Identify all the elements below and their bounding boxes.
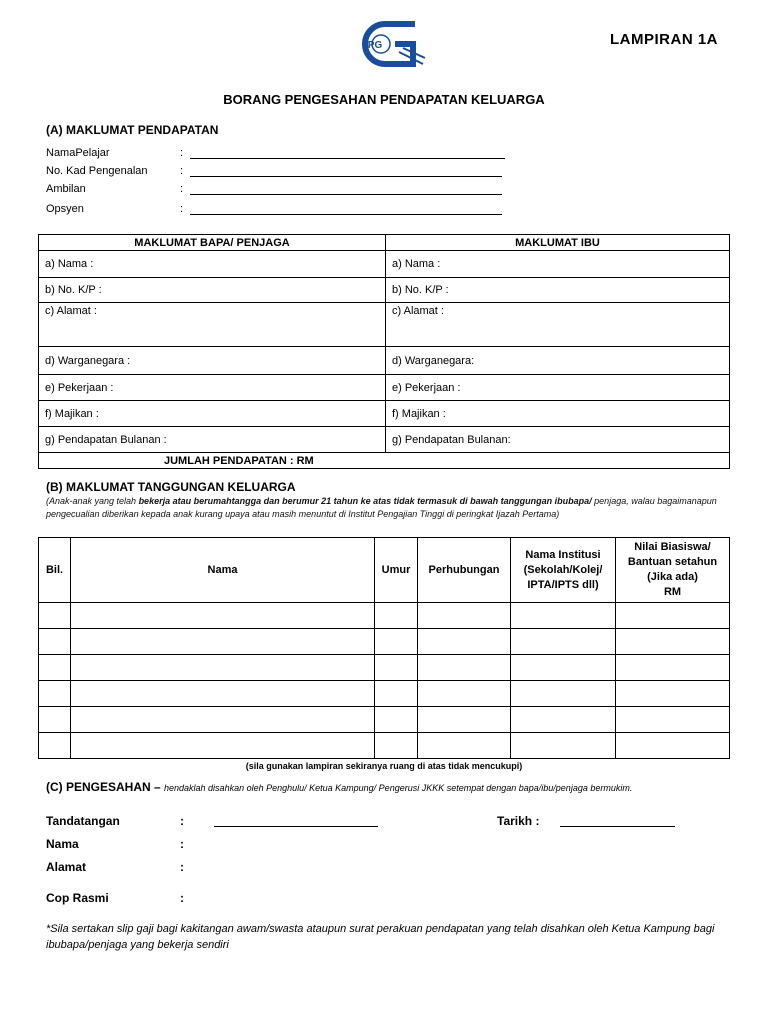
section-c-heading <box>46 780 632 794</box>
lampiran-label: LAMPIRAN 1A <box>610 31 719 48</box>
father-warganegara-cell[interactable]: d) Warganegara : <box>39 347 386 375</box>
field-nama-pelajar-label: NamaPelajar <box>46 147 110 159</box>
mother-alamat-cell[interactable]: c) Alamat : <box>386 303 730 347</box>
field-opsyen-label: Opsyen <box>46 203 84 215</box>
col-biasiswa-line1: Nilai Biasiswa/ <box>634 541 711 553</box>
note-part2: penjaga, walau bagaimanapun pengecualian diberikan kepada anak kurang upaya atau masih menuntut di Institut Pengajian Tinggi di peringkat Ijazah Pertama) <box>46 496 717 519</box>
section-c-title: (C) PENGESAHAN – <box>46 780 165 794</box>
col-biasiswa-line4: RM <box>663 586 682 598</box>
tarikh-label: Tarikh : <box>497 814 540 828</box>
father-alamat-cell[interactable]: c) Alamat : <box>39 303 386 347</box>
father-header: MAKLUMAT BAPA/ PENJAGA <box>39 235 386 251</box>
col-institusi <box>511 538 616 603</box>
col-biasiswa <box>616 538 730 603</box>
father-kp-cell[interactable]: b) No. K/P : <box>39 278 386 303</box>
note-open: ( <box>46 496 49 506</box>
col-institusi-line3: IPTA/IPTS dll) <box>527 578 599 591</box>
footer-note: *Sila sertakan slip gaji bagi kakitangan awam/swasta ataupun surat perakuan pendapatan yang telah disahkan oleh Ketua Kampung bagi ibubapa/penjaga yang bekerja sendiri <box>46 923 715 951</box>
dependants-table <box>38 537 730 759</box>
field-ambilan-colon: : <box>180 183 184 195</box>
field-opsyen-line[interactable] <box>190 214 502 215</box>
father-majikan-cell[interactable]: f) Majikan : <box>39 401 386 427</box>
alamat-label: Alamat <box>46 860 87 874</box>
field-opsyen-colon: : <box>180 203 184 215</box>
table-row[interactable] <box>39 655 730 681</box>
section-b-heading: (B) MAKLUMAT TANGGUNGAN KELUARGA <box>46 480 296 494</box>
field-ic-label: No. Kad Pengenalan <box>46 165 148 177</box>
logo-text: IPG <box>365 40 383 51</box>
field-ic-colon: : <box>180 165 184 177</box>
table-row[interactable] <box>39 707 730 733</box>
father-pendapatan-cell[interactable]: g) Pendapatan Bulanan : <box>39 427 386 453</box>
cop-rasmi-colon: : <box>180 891 184 905</box>
tarikh-line[interactable] <box>560 826 675 827</box>
father-pekerjaan-cell[interactable]: e) Pekerjaan : <box>39 375 386 401</box>
tandatangan-colon: : <box>180 814 184 828</box>
alamat-colon: : <box>180 860 184 874</box>
mother-header: MAKLUMAT IBU <box>386 235 730 251</box>
col-bil: Bil. <box>39 538 71 603</box>
ipg-logo <box>355 18 427 68</box>
col-institusi-line1: Nama Institusi <box>525 548 601 561</box>
father-nama-cell[interactable]: a) Nama : <box>39 251 386 278</box>
table-row[interactable] <box>39 603 730 629</box>
col-biasiswa-line3: (Jika ada) <box>647 571 698 583</box>
mother-nama-cell[interactable]: a) Nama : <box>386 251 730 278</box>
mother-pendapatan-cell[interactable]: g) Pendapatan Bulanan: <box>386 427 730 453</box>
jumlah-pendapatan-cell[interactable]: JUMLAH PENDAPATAN : RM <box>39 453 730 469</box>
section-b-note <box>46 495 736 521</box>
col-umur: Umur <box>375 538 418 603</box>
tandatangan-line[interactable] <box>214 826 378 827</box>
col-perhubungan: Perhubungan <box>418 538 511 603</box>
mother-majikan-cell[interactable]: f) Majikan : <box>386 401 730 427</box>
parents-table <box>38 234 730 469</box>
nama-label: Nama <box>46 837 79 851</box>
field-ambilan-label: Ambilan <box>46 183 86 195</box>
field-nama-pelajar-colon: : <box>180 147 184 159</box>
col-biasiswa-line2: Bantuan setahun <box>627 556 718 568</box>
field-ambilan-line[interactable] <box>190 194 502 195</box>
col-nama: Nama <box>71 538 375 603</box>
mother-kp-cell[interactable]: b) No. K/P : <box>386 278 730 303</box>
cop-rasmi-label: Cop Rasmi <box>46 891 109 905</box>
section-c-note: hendaklah disahkan oleh Penghulu/ Ketua Kampung/ Pengerusi JKKK setempat dengan bapa/ibu/penjaga bermukim. <box>164 783 633 793</box>
form-title: BORANG PENGESAHAN PENDAPATAN KELUARGA <box>223 92 545 107</box>
table-row[interactable] <box>39 681 730 707</box>
field-nama-pelajar-line[interactable] <box>190 158 505 159</box>
mother-warganegara-cell[interactable]: d) Warganegara: <box>386 347 730 375</box>
note-bold: bekerja atau berumahtangga dan berumur 21 tahun ke atas tidak termasuk di bawah tanggungan ibubapa/ <box>138 496 592 506</box>
table-row[interactable] <box>39 629 730 655</box>
table-footnote: (sila gunakan lampiran sekiranya ruang di atas tidak mencukupi) <box>245 761 523 771</box>
field-ic-line[interactable] <box>190 176 502 177</box>
section-a-heading: (A) MAKLUMAT PENDAPATAN <box>46 123 219 137</box>
table-row[interactable] <box>39 733 730 759</box>
col-institusi-line2: (Sekolah/Kolej/ <box>523 563 603 576</box>
mother-pekerjaan-cell[interactable]: e) Pekerjaan : <box>386 375 730 401</box>
tandatangan-label: Tandatangan <box>46 814 120 828</box>
note-part1: Anak-anak yang telah <box>49 496 139 506</box>
nama-colon: : <box>180 837 184 851</box>
